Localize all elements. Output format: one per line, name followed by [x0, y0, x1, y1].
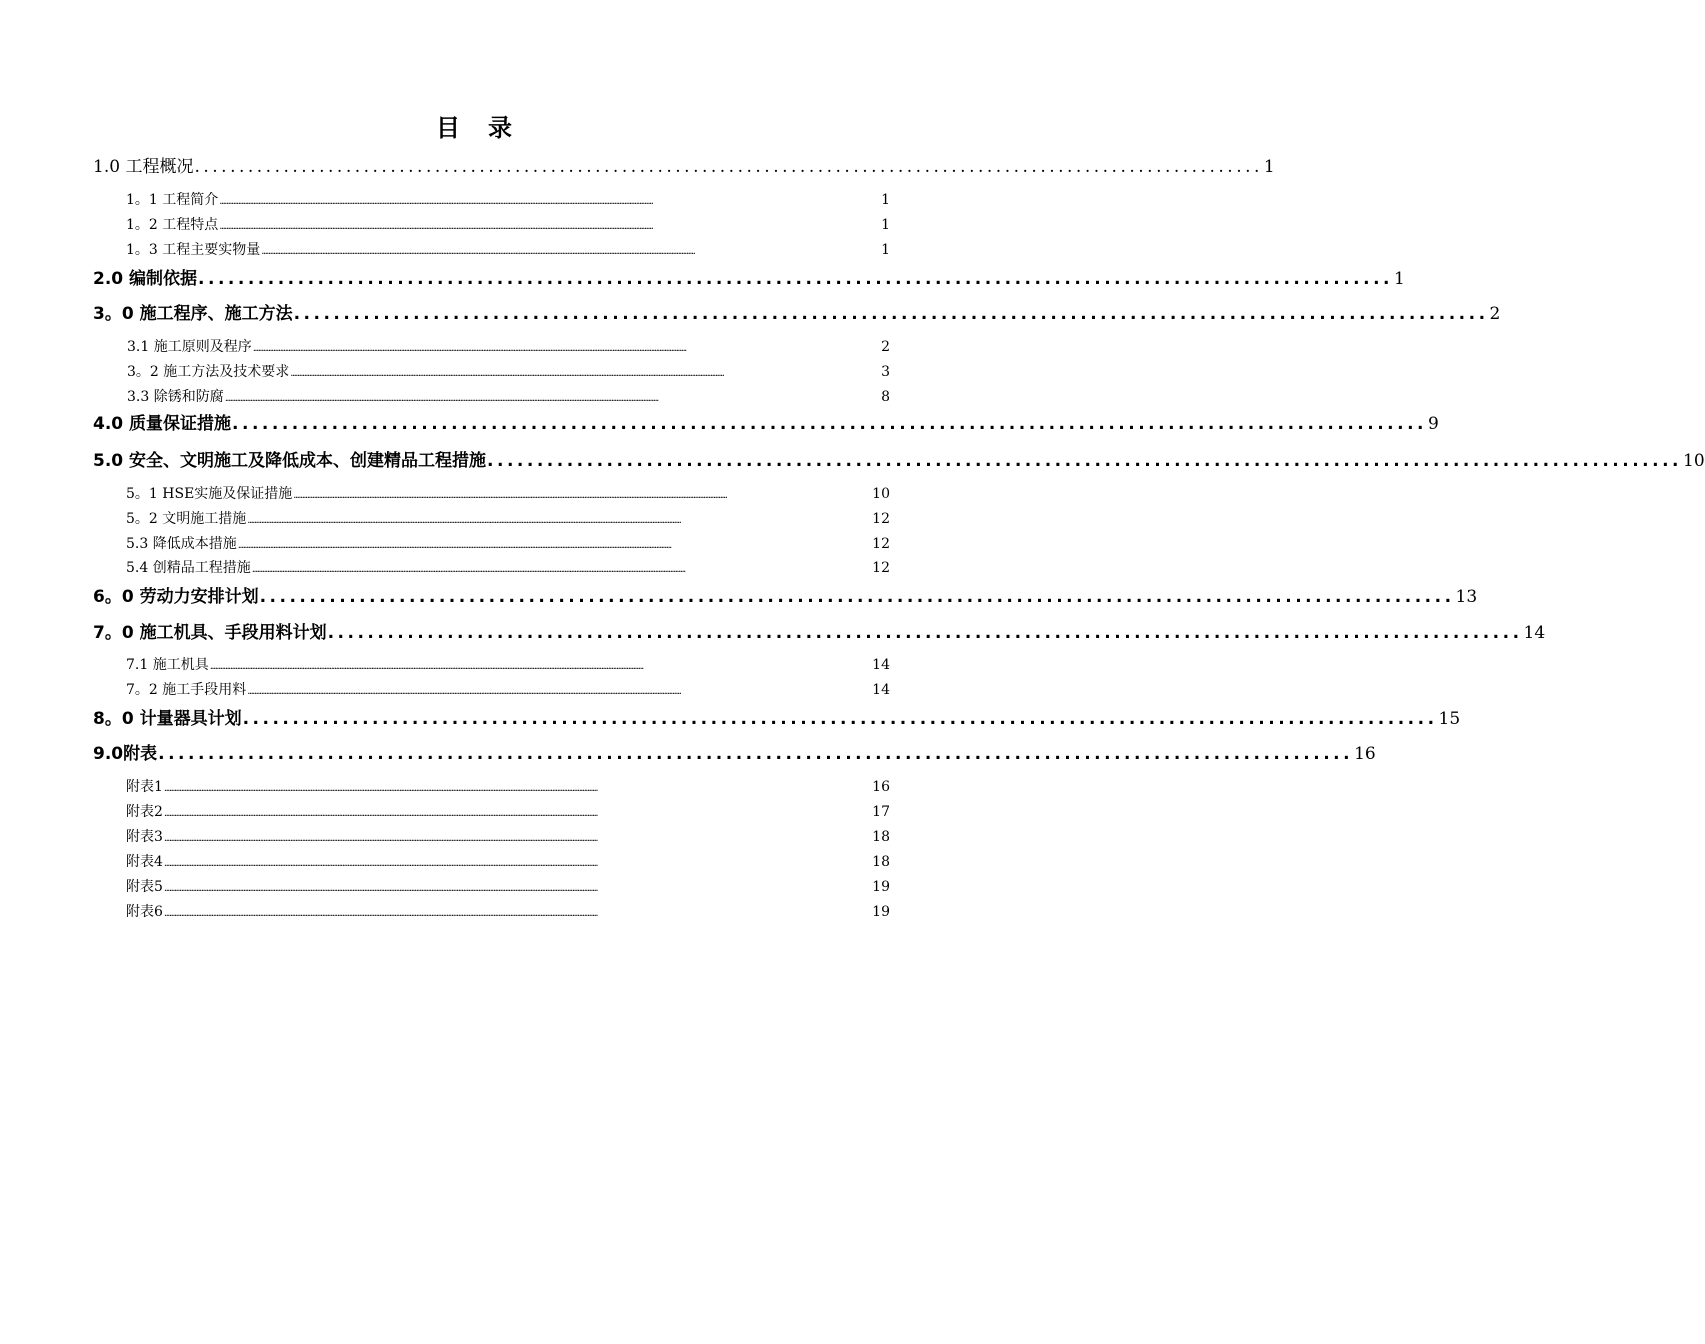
- toc-title: 目 录: [436, 114, 514, 142]
- toc-entry-appendix-4[interactable]: [126, 851, 890, 871]
- toc-entry-label: 2.0 编制依据: [93, 269, 198, 289]
- dot-leader: ..................................................................................................................................................................................................................................................................: [219, 196, 653, 207]
- toc-entry-page: 12: [872, 560, 890, 576]
- toc-entry-appendix-2[interactable]: [126, 801, 890, 821]
- dot-leader: ........................................................................................................................: [293, 304, 1489, 324]
- toc-entry-label: 附表3: [126, 829, 163, 845]
- toc-entry-label: 1。3 工程主要实物量: [126, 242, 261, 258]
- toc-entry-4-0[interactable]: [93, 409, 1439, 434]
- toc-entry-label: 附表2: [126, 804, 163, 820]
- toc-entry-page: 1: [881, 192, 890, 208]
- toc-entry-page: 15: [1438, 709, 1461, 729]
- dot-leader: ..................................................................................................................................................................................................................................................................: [251, 564, 685, 575]
- toc-entry-label: 3。0 施工程序、施工方法: [93, 304, 293, 324]
- toc-entry-appendix-3[interactable]: [126, 826, 890, 846]
- toc-entry-5-4[interactable]: [126, 557, 890, 577]
- dot-leader: ........................................................................................................................: [259, 587, 1455, 607]
- toc-entry-label: 附表5: [126, 879, 163, 895]
- dot-leader: ........................................................................................................................: [198, 269, 1394, 289]
- toc-entry-label: 7。0 施工机具、手段用料计划: [93, 623, 327, 643]
- toc-entry-label: 5。1 HSE实施及保证措施: [126, 486, 293, 502]
- toc-entry-label: 9.0附表: [93, 744, 158, 764]
- toc-entry-label: 6。0 劳动力安排计划: [93, 587, 259, 607]
- toc-entry-page: 10: [1683, 451, 1705, 471]
- dot-leader: ..................................................................................................................................................................................................................................................................: [261, 246, 695, 257]
- dot-leader: ..................................................................................................................................................................................................................................................................: [252, 343, 686, 354]
- toc-entry-page: 8: [881, 389, 890, 405]
- toc-entry-page: 1: [1394, 269, 1405, 289]
- dot-leader: ........................................................................................................................: [232, 414, 1428, 434]
- toc-entry-2-0[interactable]: [93, 264, 1405, 289]
- toc-entry-label: 5.3 降低成本措施: [126, 536, 237, 552]
- toc-entry-page: 3: [881, 364, 890, 380]
- toc-entry-page: 14: [1523, 623, 1546, 643]
- toc-entry-page: 12: [872, 536, 890, 552]
- dot-leader: ..................................................................................................................................................................................................................................................................: [163, 833, 598, 844]
- toc-entry-label: 4.0 质量保证措施: [93, 414, 232, 434]
- dot-leader: ..................................................................................................................................................................................................................................................................: [219, 221, 653, 232]
- dot-leader: ........................................................................................................................: [242, 709, 1438, 729]
- toc-entry-label: 附表4: [126, 854, 163, 870]
- toc-entry-label: 1。1 工程简介: [126, 192, 219, 208]
- toc-entry-appendix-5[interactable]: [126, 876, 890, 896]
- toc-entry-3-3[interactable]: [127, 386, 890, 406]
- toc-entry-label: 7。2 施工手段用料: [126, 682, 247, 698]
- toc-entry-page: 2: [1489, 304, 1501, 324]
- dot-leader: ........................................................................................................................: [194, 157, 1263, 177]
- toc-entry-page: 18: [872, 854, 890, 870]
- toc-entry-label: 1。2 工程特点: [126, 217, 219, 233]
- toc-entry-page: 18: [872, 829, 890, 845]
- dot-leader: ..................................................................................................................................................................................................................................................................: [247, 686, 681, 697]
- toc-entry-5-2[interactable]: [126, 508, 890, 528]
- dot-leader: ..................................................................................................................................................................................................................................................................: [163, 808, 598, 819]
- toc-entry-page: 1: [881, 242, 890, 258]
- toc-entry-8-0[interactable]: [93, 704, 1461, 729]
- toc-entry-7-0[interactable]: [93, 618, 1546, 643]
- toc-entry-page: 9: [1428, 414, 1439, 434]
- toc-entry-5-0[interactable]: [93, 446, 1705, 471]
- toc-entry-label: 5.0 安全、文明施工及降低成本、创建精品工程措施: [93, 451, 487, 471]
- toc-entry-page: 1: [1263, 157, 1275, 177]
- dot-leader: ..................................................................................................................................................................................................................................................................: [224, 393, 658, 404]
- toc-entry-1-2[interactable]: [126, 214, 890, 234]
- dot-leader: ..................................................................................................................................................................................................................................................................: [293, 490, 727, 501]
- toc-entry-1-0[interactable]: [93, 152, 1275, 177]
- toc-entry-label: 5。2 文明施工措施: [126, 511, 247, 527]
- toc-entry-page: 2: [881, 339, 890, 355]
- toc-entry-label: 附表1: [126, 779, 163, 795]
- dot-leader: ..................................................................................................................................................................................................................................................................: [163, 783, 598, 794]
- dot-leader: ..................................................................................................................................................................................................................................................................: [237, 540, 671, 551]
- toc-entry-3-1[interactable]: [127, 336, 890, 356]
- toc-entry-page: 19: [872, 879, 890, 895]
- toc-entry-appendix-1[interactable]: [126, 776, 890, 796]
- dot-leader: ..................................................................................................................................................................................................................................................................: [163, 858, 598, 869]
- toc-entry-9-0[interactable]: [93, 739, 1376, 764]
- toc-entry-page: 13: [1455, 587, 1478, 607]
- toc-entry-page: 1: [881, 217, 890, 233]
- toc-entry-label: 3.1 施工原则及程序: [127, 339, 252, 355]
- toc-entry-label: 8。0 计量器具计划: [93, 709, 242, 729]
- toc-entry-label: 7.1 施工机具: [126, 657, 209, 673]
- toc-entry-page: 10: [872, 486, 890, 502]
- toc-entry-3-2[interactable]: [127, 361, 890, 381]
- toc-entry-5-1[interactable]: [126, 483, 890, 503]
- toc-entry-5-3[interactable]: [126, 533, 890, 553]
- toc-entry-7-1[interactable]: [126, 654, 890, 674]
- toc-entry-page: 16: [1354, 744, 1376, 764]
- toc-entry-page: 17: [872, 804, 890, 820]
- toc-entry-page: 14: [872, 682, 890, 698]
- toc-entry-label: 5.4 创精品工程措施: [126, 560, 251, 576]
- dot-leader: ..................................................................................................................................................................................................................................................................: [290, 368, 724, 379]
- toc-entry-3-0[interactable]: [93, 299, 1501, 324]
- toc-entry-6-0[interactable]: [93, 582, 1478, 607]
- toc-entry-page: 12: [872, 511, 890, 527]
- dot-leader: ........................................................................................................................: [327, 623, 1523, 643]
- toc-entry-1-3[interactable]: [126, 239, 890, 259]
- dot-leader: ..................................................................................................................................................................................................................................................................: [209, 661, 643, 672]
- toc-entry-label: 3。2 施工方法及技术要求: [127, 364, 290, 380]
- dot-leader: ........................................................................................................................: [158, 744, 1354, 764]
- toc-entry-page: 14: [872, 657, 890, 673]
- toc-entry-label: 附表6: [126, 904, 163, 920]
- toc-entry-page: 19: [872, 904, 890, 920]
- dot-leader: ........................................................................................................................: [487, 451, 1683, 471]
- dot-leader: ..................................................................................................................................................................................................................................................................: [163, 883, 598, 894]
- toc-entry-1-1[interactable]: [126, 189, 890, 209]
- toc-entry-appendix-6[interactable]: [126, 901, 890, 921]
- toc-entry-7-2[interactable]: [126, 679, 890, 699]
- toc-entry-page: 16: [872, 779, 890, 795]
- toc-entry-label: 3.3 除锈和防腐: [127, 389, 224, 405]
- dot-leader: ..................................................................................................................................................................................................................................................................: [247, 515, 681, 526]
- toc-entry-label: 1.0 工程概况: [93, 157, 194, 177]
- dot-leader: ..................................................................................................................................................................................................................................................................: [163, 908, 598, 919]
